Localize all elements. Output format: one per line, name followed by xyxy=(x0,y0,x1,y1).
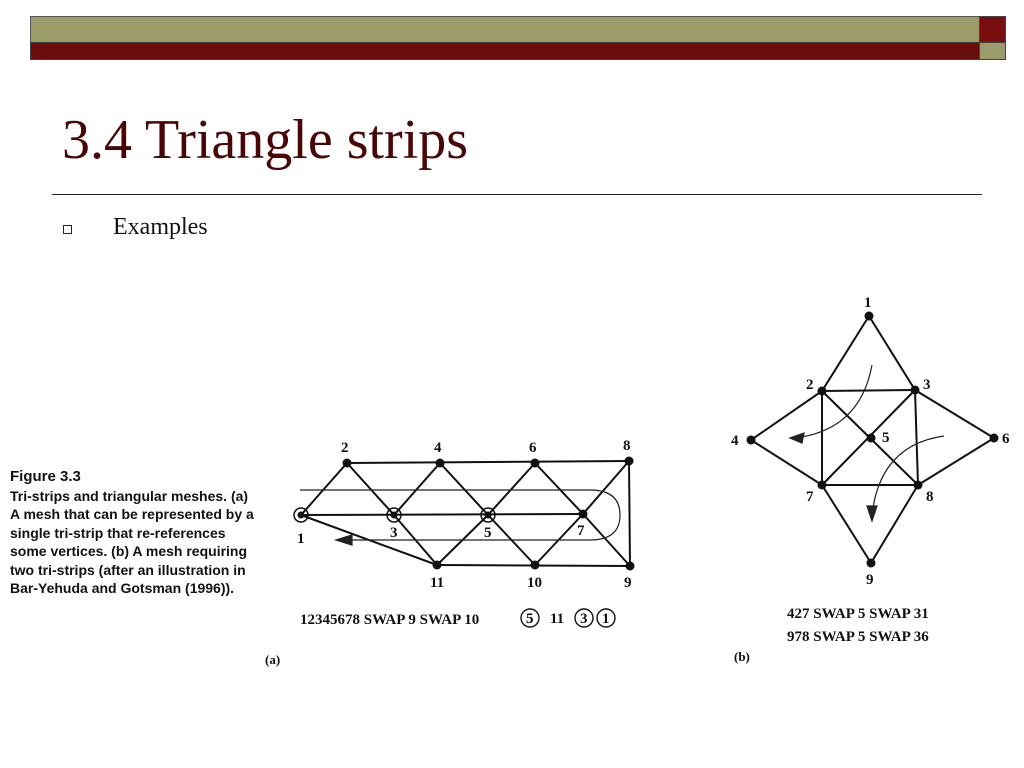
panel-a-sequence xyxy=(300,609,615,628)
vertex-label-b-6: 6 xyxy=(1002,431,1010,447)
vertex-label-a-7: 7 xyxy=(577,523,585,539)
vertex-label-b-7: 7 xyxy=(806,489,814,505)
panel-a-strip-path xyxy=(300,490,620,545)
vertex-label-b-5: 5 xyxy=(882,430,890,446)
figure-title: Figure 3.3 xyxy=(10,468,81,485)
sequence-text: 12345678 SWAP 9 SWAP 10 xyxy=(300,612,480,628)
strip-2-text: 978 SWAP 5 SWAP 36 xyxy=(787,629,929,645)
vertex-label-a-6: 6 xyxy=(529,440,537,456)
vertex-label-b-8: 8 xyxy=(926,489,934,505)
vertex-label-a-10: 10 xyxy=(527,575,542,591)
vertex-label-a-1: 1 xyxy=(297,531,305,547)
vertex-label-b-3: 3 xyxy=(923,377,931,393)
vertex-label-a-9: 9 xyxy=(624,575,632,591)
vertex-label-b-2: 2 xyxy=(806,377,814,393)
vertex-label-b-9: 9 xyxy=(866,572,874,588)
figure-caption-text: Tri-strips and triangular meshes. (a) A mesh that can be represented by a single tri-strip that re-references some vertices. (b) A mesh requiring two tri-strips (after an illustration in Bar-Yehuda and Gotsman (1996)). xyxy=(10,487,254,596)
sequence-11: 11 xyxy=(550,611,565,627)
vertex-label-a-11: 11 xyxy=(430,575,445,591)
sequence-circled-3: 3 xyxy=(580,611,588,627)
sequence-circled-1: 1 xyxy=(602,611,610,627)
vertex-label-a-8: 8 xyxy=(623,438,631,454)
vertex-label-a-4: 4 xyxy=(434,440,442,456)
panel-a-label: (a) xyxy=(265,652,281,667)
sequence-circled-5: 5 xyxy=(526,611,534,627)
vertex-label-b-1: 1 xyxy=(864,295,872,311)
vertex-label-a-2: 2 xyxy=(341,440,349,456)
slide-title: 3.4 Triangle strips xyxy=(62,109,469,171)
panel-b-label: (b) xyxy=(734,649,750,664)
bullet-text: Examples xyxy=(113,214,208,240)
strip-1-text: 427 SWAP 5 SWAP 31 xyxy=(787,606,929,622)
vertex-label-a-3: 3 xyxy=(390,525,398,541)
vertex-label-a-5: 5 xyxy=(484,525,492,541)
vertex-label-b-4: 4 xyxy=(731,433,739,449)
